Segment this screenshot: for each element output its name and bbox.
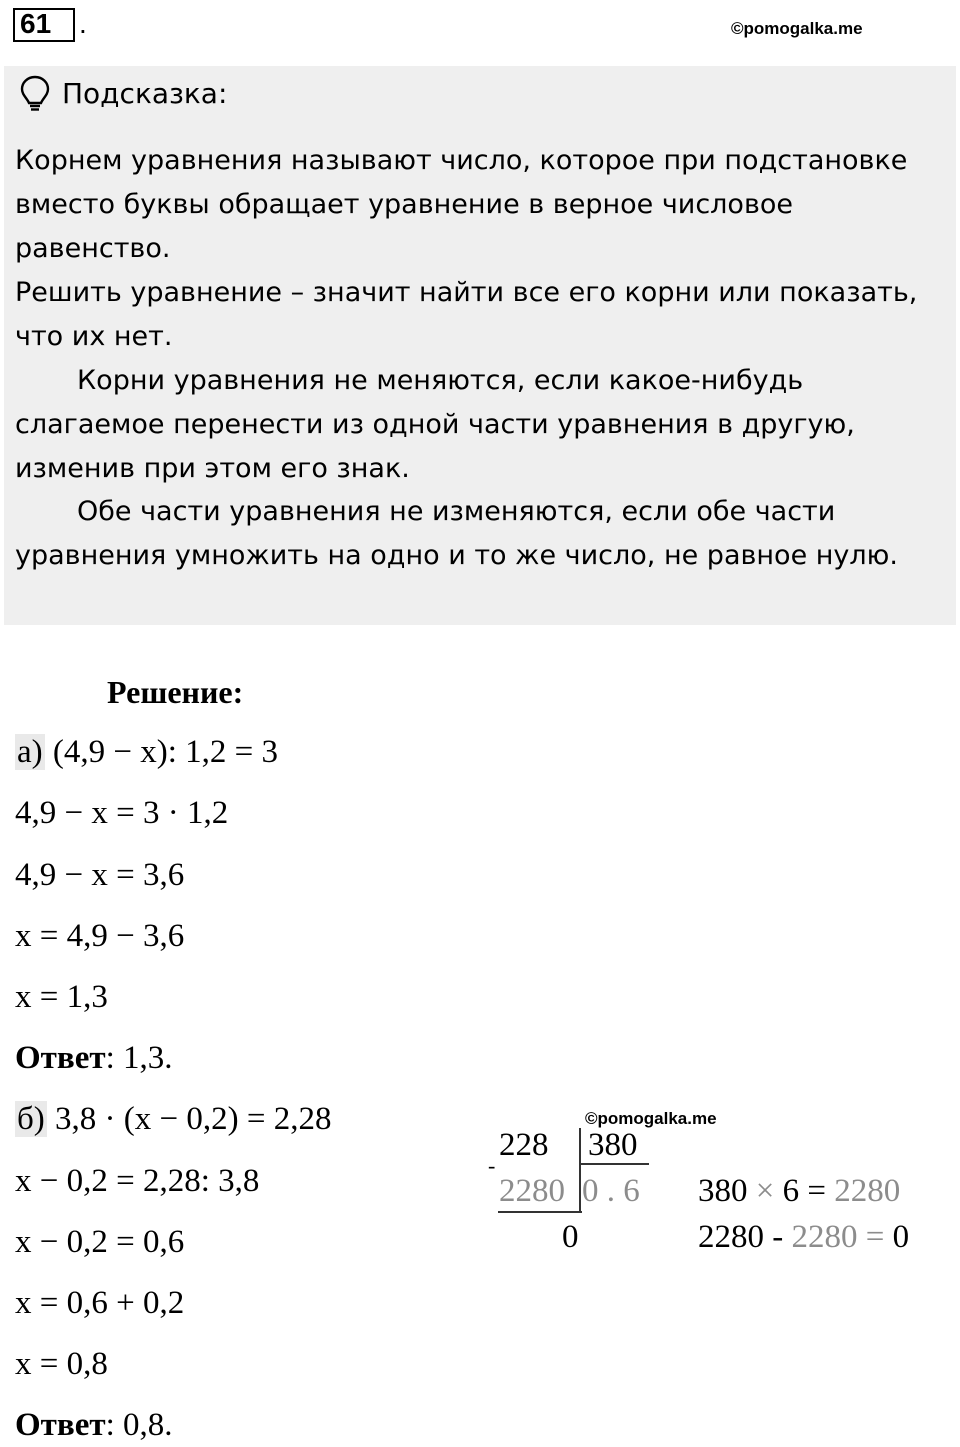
- division-quotient: 0 . 6: [582, 1173, 640, 1209]
- division-note: 2280 - 2280 = 0: [698, 1219, 910, 1255]
- equation-line: x = 0,6 + 0,2: [15, 1285, 185, 1321]
- division-result-line: [498, 1211, 582, 1213]
- equation-line: а) (4,9 − x): 1,2 = 3: [17, 734, 279, 770]
- task-number: 61: [20, 8, 52, 39]
- division-note: 380 × 6 = 2280: [698, 1173, 901, 1209]
- division-remainder: 0: [562, 1219, 579, 1255]
- hint-paragraph: Корнем уравнения называют число, которое при подстановке вместо буквы обращает уравнение в верное числовое равенство.: [15, 145, 908, 264]
- watermark: ©pomogalka.me: [731, 19, 863, 38]
- hint-paragraph: Обе части уравнения не изменяются, если обе части уравнения умножить на одно и то же число, не равное нулю.: [15, 496, 898, 571]
- division-dividend: 228: [499, 1127, 549, 1163]
- division-minus: -: [488, 1153, 496, 1178]
- division-divisor: 380: [588, 1127, 638, 1163]
- division-watermark: ©pomogalka.me: [585, 1109, 717, 1128]
- equation-line: 4,9 − x = 3 · 1,2: [15, 795, 229, 831]
- part-label: а): [17, 734, 43, 770]
- hint-paragraph: Решить уравнение – значит найти все его корни или показать, что их нет.: [15, 277, 918, 352]
- answer-line: Ответ: 1,3.: [15, 1040, 173, 1076]
- task-number-dot: .: [79, 8, 87, 39]
- lightbulb-icon: [18, 74, 52, 114]
- division-subtrahend: 2280: [499, 1173, 565, 1209]
- equation-line: 4,9 − x = 3,6: [15, 857, 185, 893]
- equation-line: x − 0,2 = 0,6: [15, 1224, 185, 1260]
- division-divisor-line: [581, 1163, 649, 1165]
- part-label: б): [17, 1101, 45, 1137]
- hint-title: Подсказка:: [62, 77, 228, 110]
- answer-line: Ответ: 0,8.: [15, 1407, 173, 1443]
- division-vertical-line: [579, 1128, 581, 1212]
- equation-line: x = 0,8: [15, 1346, 108, 1382]
- hint-paragraph: Корни уравнения не меняются, если какое-нибудь слагаемое перенести из одной части уравнения в другую, изменив при этом его знак.: [15, 365, 855, 484]
- equation-line: x = 1,3: [15, 979, 108, 1015]
- equation-line: x − 0,2 = 2,28: 3,8: [15, 1163, 260, 1199]
- equation-line: x = 4,9 − 3,6: [15, 918, 185, 954]
- equation-line: б) 3,8 · (x − 0,2) = 2,28: [17, 1101, 332, 1137]
- solution-title: Решение:: [107, 674, 244, 710]
